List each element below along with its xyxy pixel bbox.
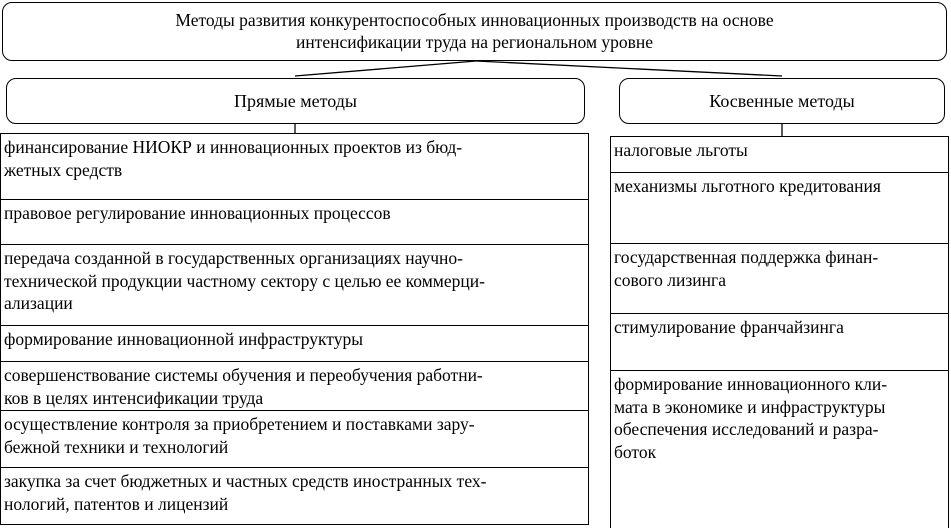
- indirect-item-1-line-1: налоговые льготы: [614, 140, 748, 160]
- direct-item-3-line-2: технической продукции частному сектору с целью ее коммерци-: [4, 270, 485, 291]
- indirect-item-5-line-3: обеспечения исследований и разра-: [614, 419, 879, 439]
- direct-item-1: [0, 133, 589, 200]
- indirect-item-4: [610, 313, 949, 371]
- indirect-item-5-line-1: формирование инновационного кли-: [614, 374, 888, 394]
- direct-item-3-line-3: ализации: [4, 293, 73, 313]
- direct-methods-heading: Прямые методы: [6, 78, 585, 124]
- indirect-item-3: [610, 243, 949, 314]
- title-line-2: интенсификации труда на региональном уровне: [295, 32, 654, 52]
- title-line-1: Методы развития конкурентоспособных инновационных производств на основе: [175, 10, 774, 30]
- indirect-methods-heading: Косвенные методы: [619, 78, 945, 124]
- indirect-item-5-line-2: мата в экономике и инфраструктуры: [614, 396, 886, 417]
- direct-item-2: [0, 199, 589, 245]
- indirect-item-2-line-1: механизмы льготного кредитования: [614, 176, 881, 196]
- indirect-item-4-line-1: стимулирование франчайзинга: [614, 317, 844, 337]
- indirect-item-3-line-1: государственная поддержка финан-: [614, 247, 879, 267]
- direct-item-3-line-1: передача созданной в государственных организациях научно-: [4, 248, 463, 268]
- direct-item-4: [0, 325, 589, 362]
- branch-to-direct: [295, 61, 476, 76]
- direct-item-5-line-2: ков в целях интенсификации труда: [4, 387, 264, 408]
- indirect-item-5-line-4: боток: [614, 441, 657, 462]
- direct-item-7-line-2: нологий, патентов и лицензий: [4, 493, 229, 514]
- branch-to-indirect: [476, 61, 782, 76]
- direct-item-6-line-1: осуществление контроля за приобретением и поставками зару-: [4, 414, 475, 434]
- direct-item-1-line-2: жетных средств: [4, 159, 123, 180]
- direct-item-1-line-1: финансирование НИОКР и инновационных проектов из бюд-: [4, 137, 463, 157]
- direct-item-5: [0, 361, 589, 411]
- direct-item-3: [0, 244, 589, 326]
- indirect-item-2: [610, 172, 949, 244]
- indirect-item-3-line-2: сового лизинга: [614, 269, 726, 290]
- direct-item-6-line-2: бежной техники и технологий: [4, 436, 229, 457]
- direct-item-6: [0, 410, 589, 468]
- direct-item-7: [0, 467, 589, 525]
- indirect-item-5: [610, 370, 949, 528]
- diagram-title: [2, 2, 947, 61]
- direct-item-2-line-1: правовое регулирование инновационных процессов: [4, 203, 391, 223]
- direct-item-5-line-1: совершенствование системы обучения и переобучения работни-: [4, 365, 483, 385]
- direct-item-7-line-1: закупка за счет бюджетных и частных средств иностранных тех-: [4, 471, 487, 491]
- indirect-item-1: [610, 136, 949, 173]
- direct-item-4-line-1: формирование инновационной инфраструктуры: [4, 329, 363, 349]
